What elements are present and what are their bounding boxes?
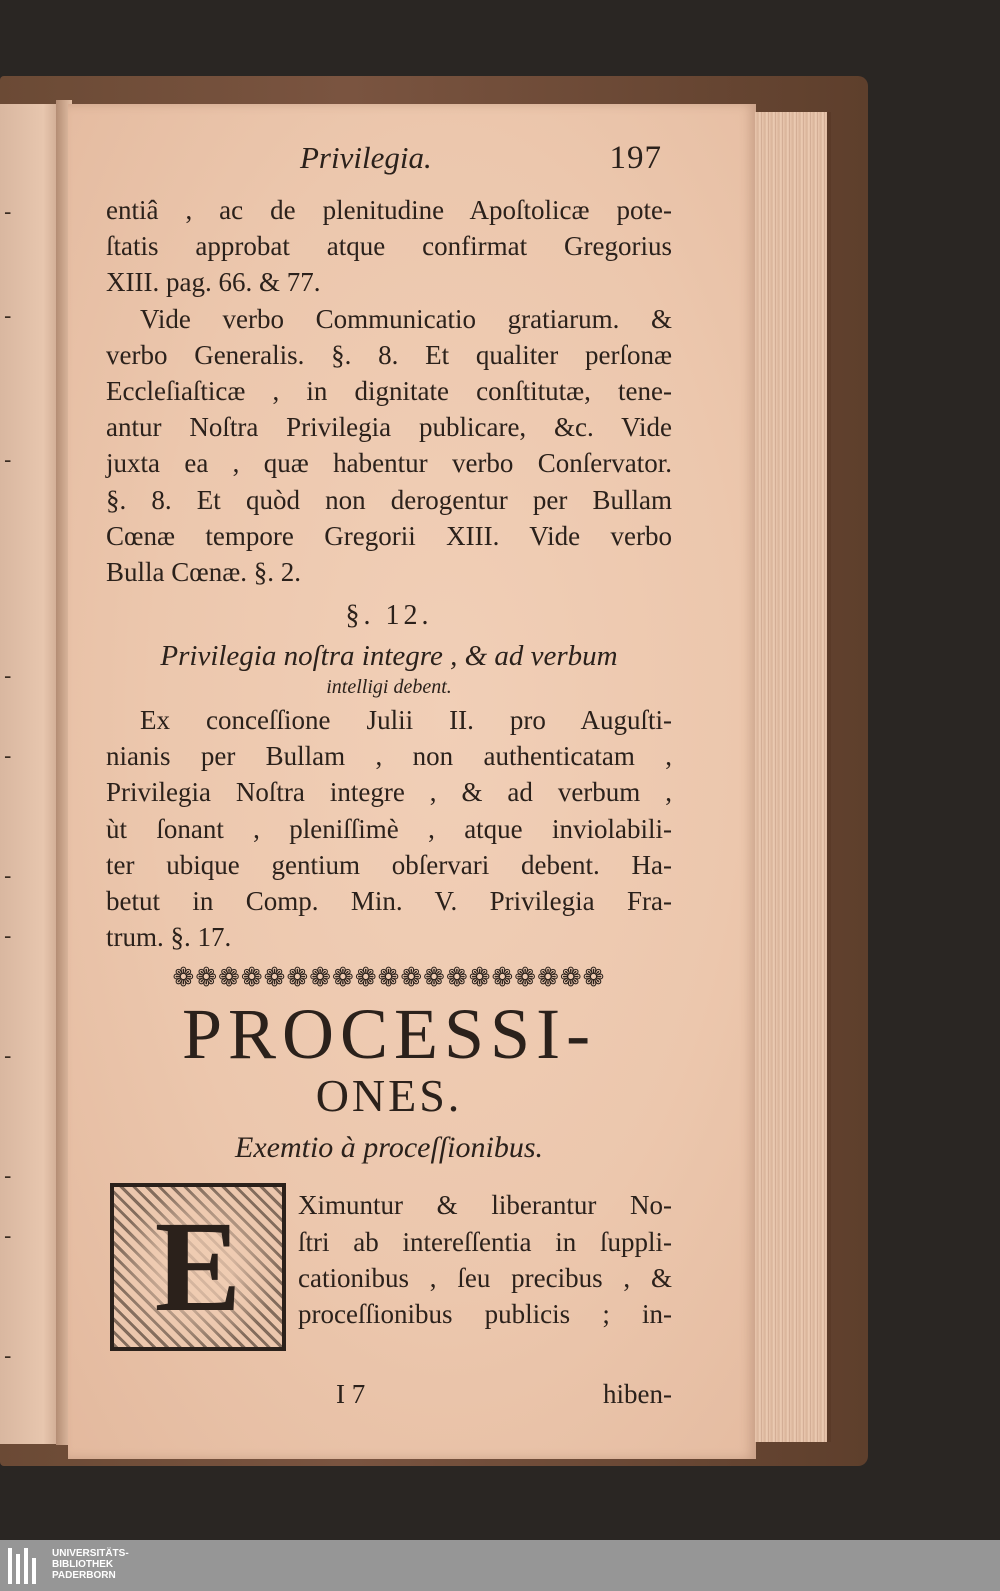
chapter-title: PROCESSI-: [181, 994, 597, 1075]
text-line: trum. §. 17.: [106, 922, 232, 953]
chapter-title-continued: ONES.: [315, 1070, 463, 1122]
text-line: betut in Comp. Min. V. Privilegia Fra-: [106, 886, 672, 916]
text-line: verbo Generalis. §. 8. Et qualiter perſonæ: [106, 339, 672, 370]
text-line: juxta ea , quæ habentur verbo Conſervator.: [106, 448, 672, 479]
text-line: ſtatis approbat atque confirmat Gregorius: [106, 231, 672, 262]
text-line: ùt ſonant , pleniſſimè , atque inviolabili-: [106, 813, 672, 844]
text-line: Ximuntur & liberantur No-: [298, 1190, 672, 1221]
section-mark: §. 12.: [345, 600, 433, 632]
page-number: 197: [609, 140, 662, 176]
text-line: nianis per Bullam , non authenticatam ,: [106, 741, 672, 772]
dropcap-letter: E: [114, 1187, 282, 1347]
text-line: §. 8. Et quòd non derogentur per Bullam: [106, 484, 672, 515]
page-edges: [755, 112, 831, 1442]
page-text: [106, 140, 672, 1419]
section-heading-continued: intelligi debent.: [326, 676, 452, 699]
text-line: proceſſionibus publicis ; in-: [298, 1298, 672, 1329]
body-text-top: [106, 192, 672, 590]
left-page-margin-marks: - - - - - - - - - - -: [4, 200, 12, 1369]
text-line: XIII. pag. 66. & 77.: [106, 267, 321, 298]
library-name-line: BIBLIOTHEK: [52, 1559, 114, 1570]
text-line: Bulla Cœnæ. §. 2.: [106, 556, 302, 587]
text-line: ter ubique gentium obſervari debent. Ha-: [106, 849, 672, 880]
body-text-middle: [106, 702, 672, 955]
text-line: Vide verbo Communicatio gratiarum. &: [140, 303, 672, 334]
text-line: cationibus , ſeu precibus , &: [298, 1262, 672, 1293]
library-name-line: UNIVERSITÄTS-: [52, 1548, 129, 1559]
running-title: Privilegia.: [300, 140, 432, 175]
text-line: Privilegia Noſtra integre , & ad verbum ,: [106, 777, 672, 808]
library-name: [52, 1548, 129, 1581]
dropcap-ornament: [110, 1183, 286, 1351]
section-heading: Privilegia noſtra integre , & ad verbum: [160, 640, 618, 673]
body-text-dropcap: [298, 1187, 672, 1332]
catchword: hiben-: [603, 1379, 672, 1410]
page-footer-line: [106, 1379, 672, 1419]
text-line: entiâ , ac de plenitudine Apoſtolicæ pote-: [106, 195, 672, 225]
ornament-band: ❁❁❁❁❁❁❁❁❁❁❁❁❁❁❁❁❁❁❁: [172, 963, 606, 994]
chapter-subtitle: Exemtio à proceſſionibus.: [235, 1131, 543, 1165]
signature-mark: I 7: [336, 1379, 366, 1410]
dropcap-paragraph: [106, 1179, 672, 1379]
text-line: Ex conceſſione Julii II. pro Auguſti-: [140, 705, 672, 736]
text-line: ſtri ab intereſſentia in ſuppli-: [298, 1226, 672, 1257]
text-line: Cœnæ tempore Gregorii XIII. Vide verbo: [106, 520, 672, 551]
text-line: antur Noſtra Privilegia publicare, &c. Vide: [106, 412, 672, 443]
library-footer-bar: [0, 1540, 1000, 1591]
text-line: Eccleſiaſticæ , in dignitate conſtitutæ, tene-: [106, 375, 672, 406]
library-name-line: PADERBORN: [52, 1570, 116, 1581]
page-header: [106, 140, 672, 192]
library-logo-icon: [8, 1548, 44, 1584]
